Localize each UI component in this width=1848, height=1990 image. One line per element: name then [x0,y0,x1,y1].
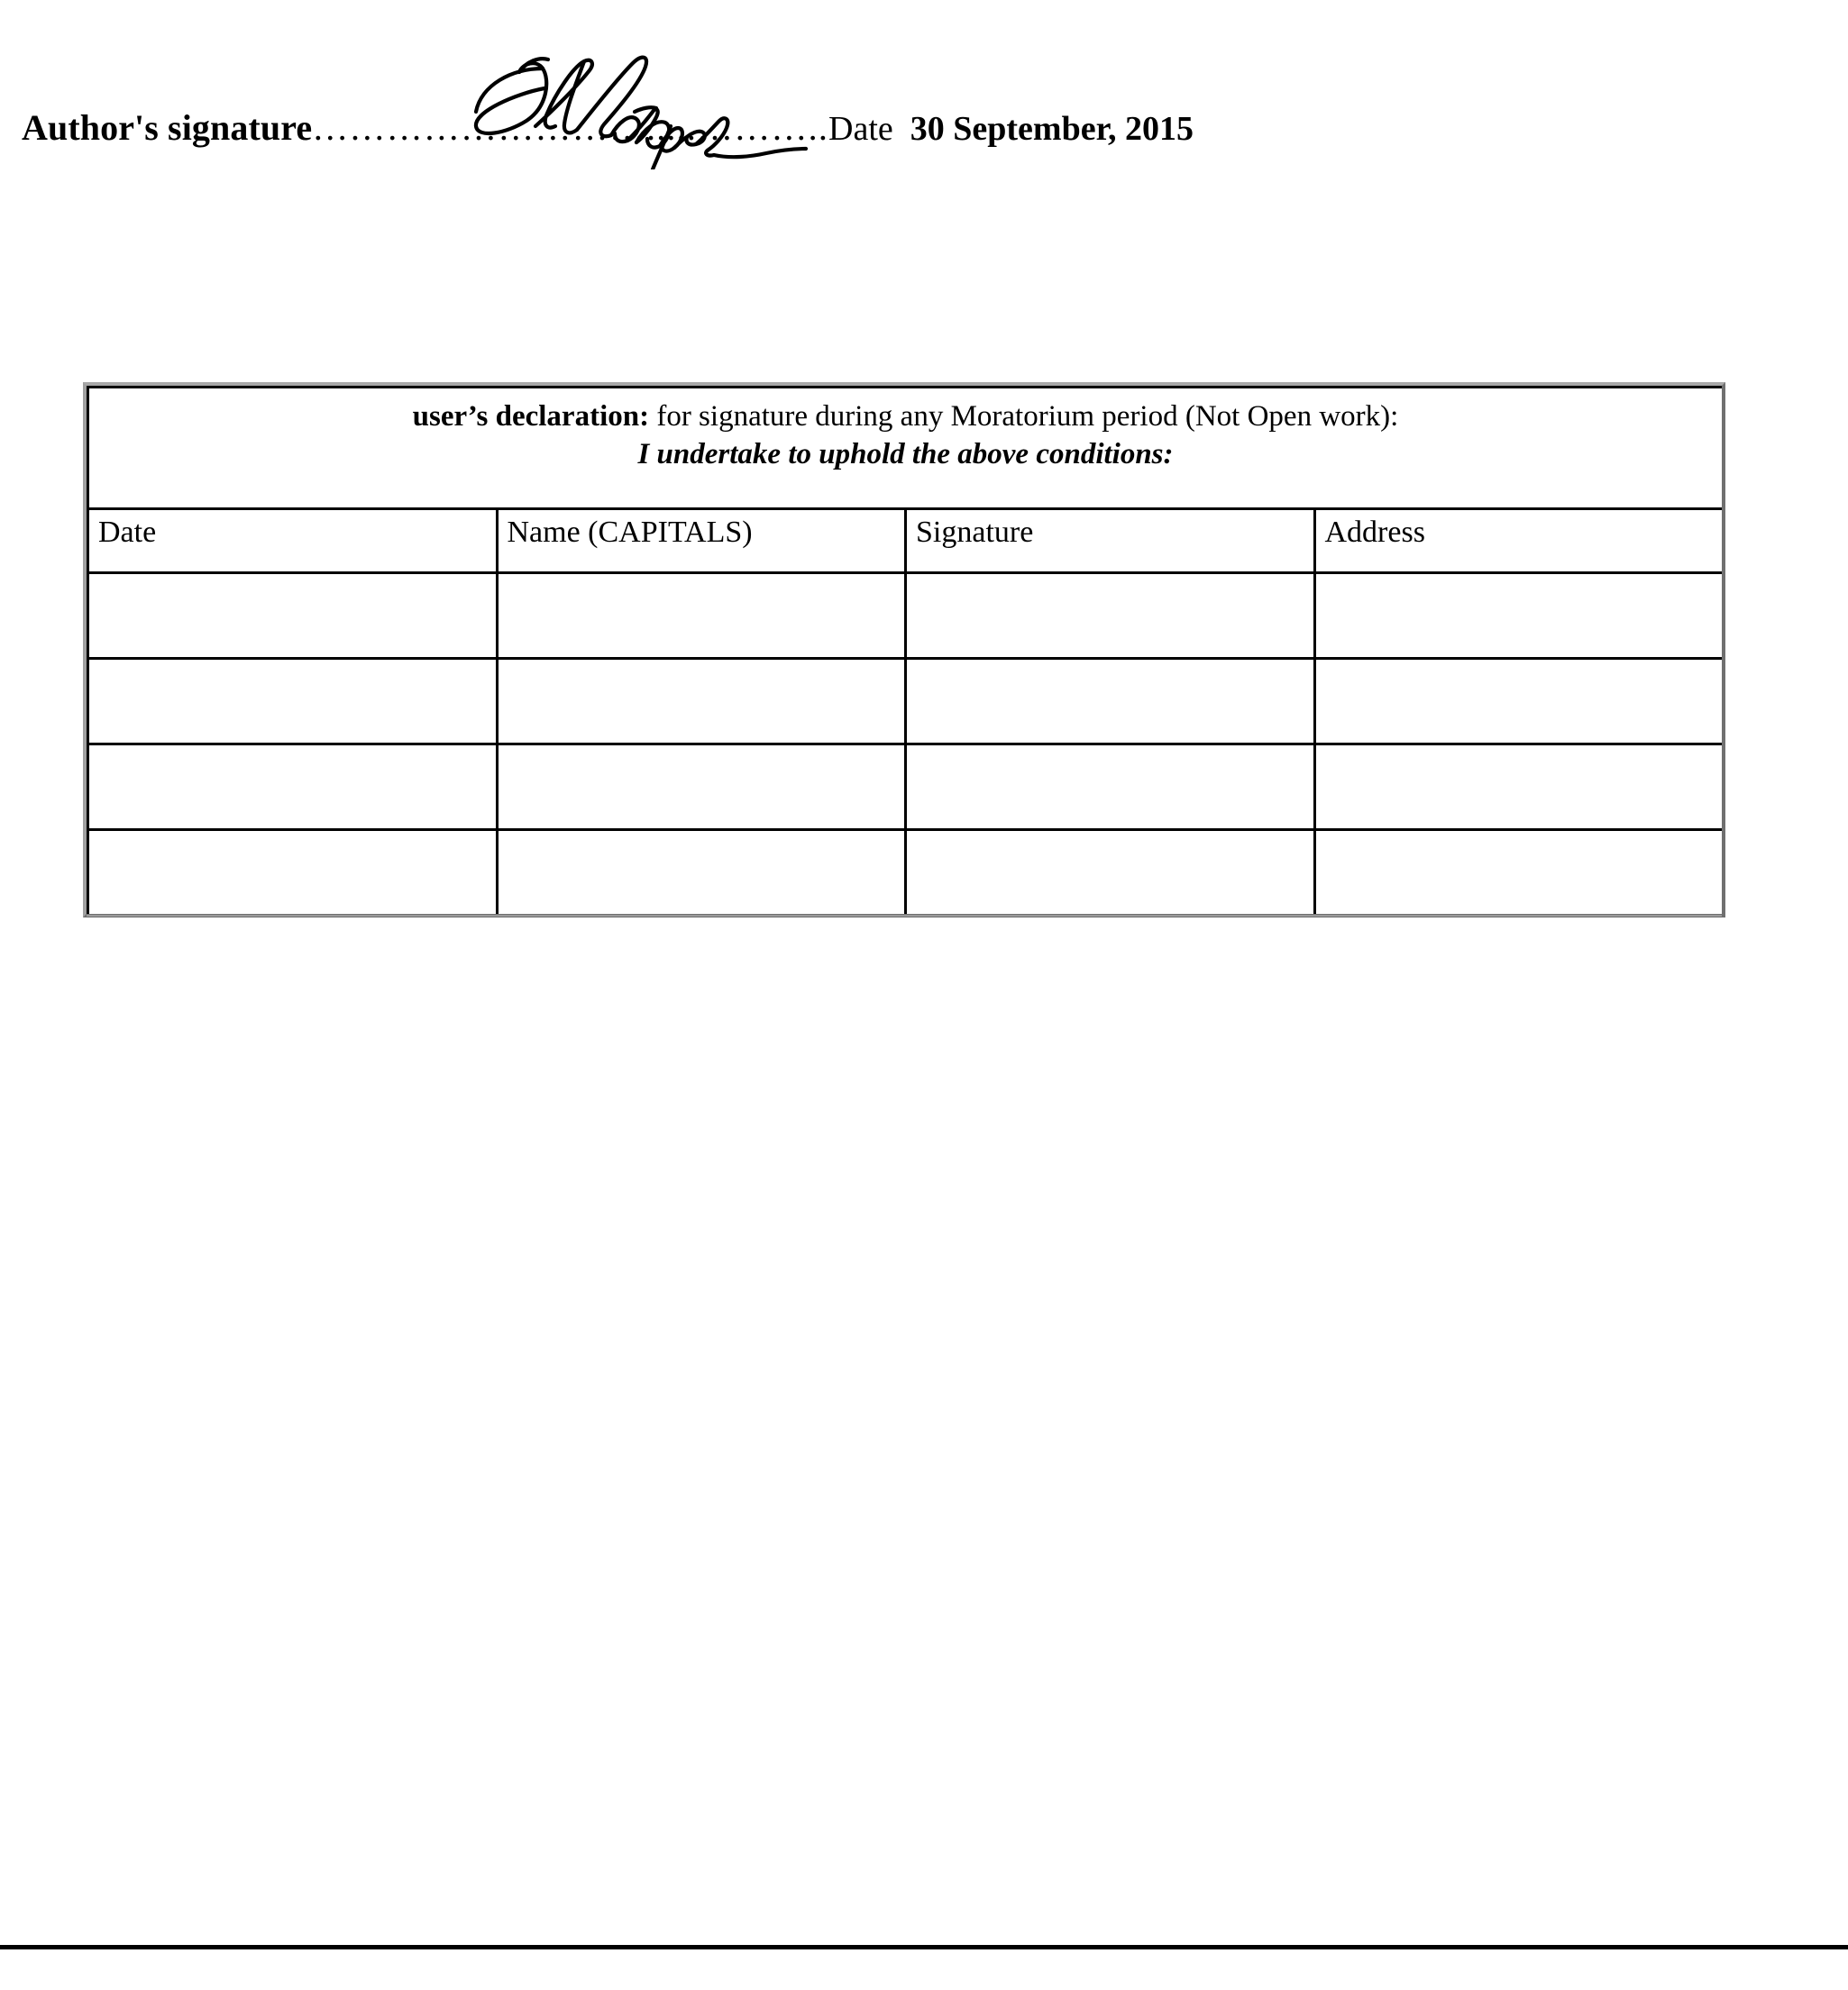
cell-signature[interactable] [904,571,1313,657]
table-row [87,743,1722,828]
dot-leader-left: ………………………..... [312,107,698,148]
table-row [87,828,1722,914]
column-header-row [87,507,1722,571]
cell-name[interactable] [496,743,905,828]
cell-address[interactable] [1313,657,1723,743]
date-value: 30 September, 2015 [892,110,1194,148]
column-header-date: Date [87,507,496,571]
cell-address[interactable] [1313,571,1723,657]
cell-name[interactable] [496,571,905,657]
declaration-bold-prefix: user’s declaration: [412,400,650,433]
cell-name[interactable] [496,657,905,743]
cell-address[interactable] [1313,828,1723,914]
page-bottom-rule [0,1945,1848,1949]
dot-leader-right: ……….. [697,107,829,148]
author-signature-line [22,107,1825,164]
declaration-rest-text: for signature during any Moratorium period (Not Open work): [649,400,1399,433]
table-row [87,571,1722,657]
column-header-name: Name (CAPITALS) [496,507,905,571]
cell-date[interactable] [87,657,496,743]
column-header-address: Address [1313,507,1723,571]
date-label: Date [828,110,893,148]
declaration-statement-line1 [100,397,1711,435]
column-header-signature: Signature [904,507,1313,571]
declaration-statement-cell [87,386,1722,507]
user-declaration-table [83,382,1725,917]
table-row [87,657,1722,743]
cell-signature[interactable] [904,657,1313,743]
author-signature-label: Author's signature [22,107,313,148]
table-header-row [87,386,1722,507]
cell-signature[interactable] [904,828,1313,914]
cell-date[interactable] [87,571,496,657]
cell-address[interactable] [1313,743,1723,828]
cell-name[interactable] [496,828,905,914]
cell-date[interactable] [87,743,496,828]
declaration-undertaking-line: I undertake to uphold the above conditions: [637,438,1174,471]
cell-date[interactable] [87,828,496,914]
cell-signature[interactable] [904,743,1313,828]
